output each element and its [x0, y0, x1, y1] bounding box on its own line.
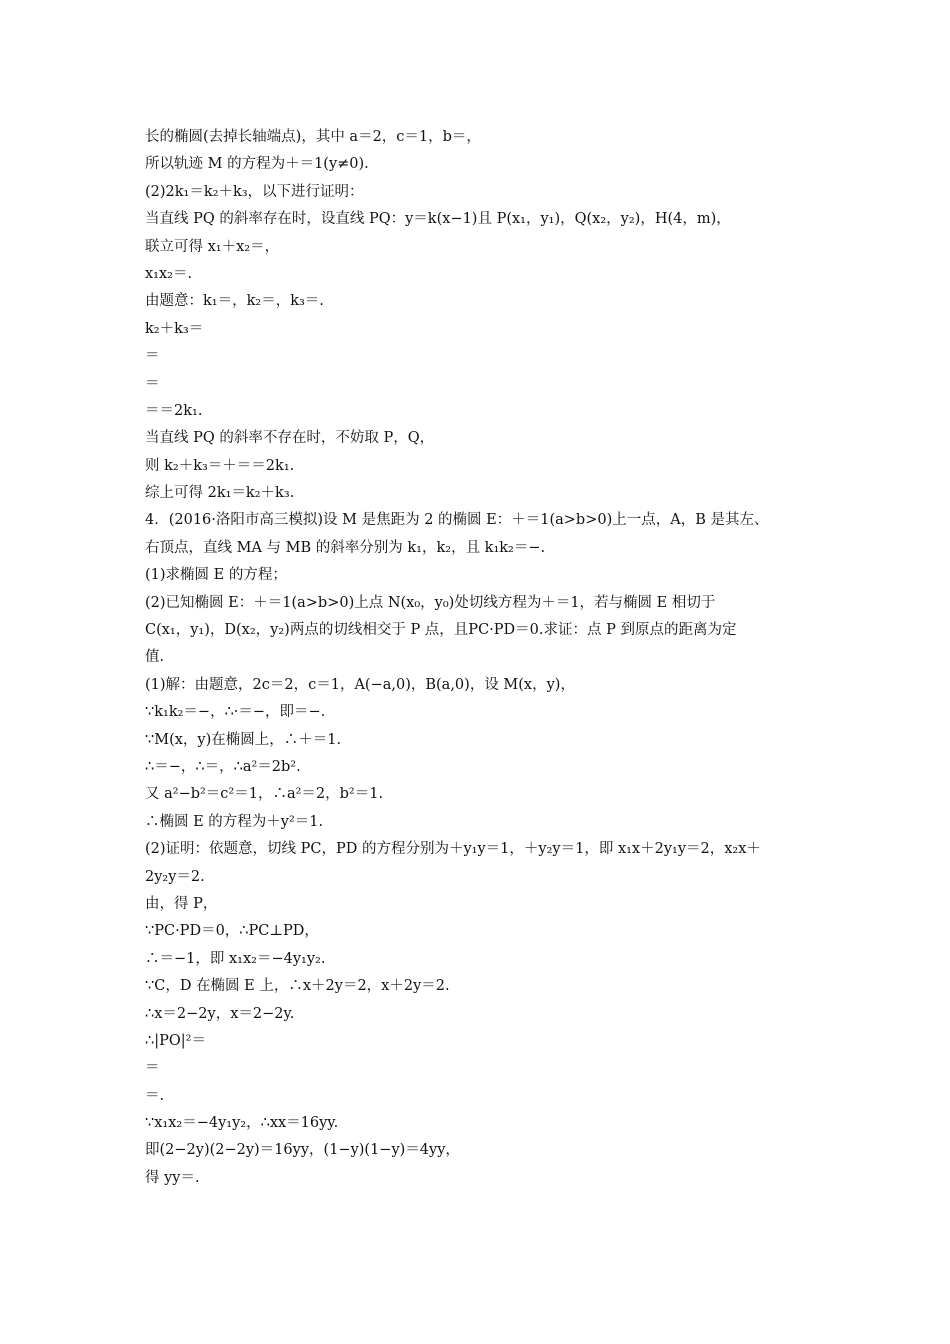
text-line: (2)2k₁＝k₂＋k₃，以下进行证明：	[145, 183, 364, 200]
text-line: 即(2−2y)(2−2y)＝16yy，(1−y)(1−y)＝4yy，	[145, 1142, 460, 1159]
text-line: ∴x＝2−2y，x＝2−2y.	[145, 1005, 295, 1022]
text-line: ＝	[145, 1060, 160, 1077]
text-line: (1)求椭圆 E 的方程；	[145, 567, 287, 584]
text-line: 又 a²−b²＝c²＝1，∴a²＝2，b²＝1.	[145, 786, 384, 803]
text-line: 长的椭圆(去掉长轴端点)，其中 a＝2，c＝1，b＝，	[145, 129, 481, 145]
proof-line: (2)证明：依题意，切线 PC，PD 的方程分别为＋y₁y＝1，＋y₂y＝1，即 x₁x＋2y₁y＝2，x₂x＋	[145, 841, 761, 858]
text-line: 值.	[145, 649, 165, 666]
text-line: ＝	[145, 375, 160, 392]
text-line: k₂＋k₃＝	[145, 320, 204, 337]
solution-line: (1)解：由题意，2c＝2，c＝1，A(−a,0)，B(a,0)，设 M(x，y)，	[145, 676, 575, 693]
text-line: x₁x₂＝.	[145, 265, 193, 282]
text-line: ∵M(x，y)在椭圆上，∴＋＝1.	[145, 731, 342, 748]
text-line: ＝	[145, 348, 160, 365]
text-line: ∴椭圆 E 的方程为＋y²＝1.	[145, 813, 324, 830]
document-body	[145, 124, 845, 1192]
text-line: 当直线 PQ 的斜率不存在时，不妨取 P，Q，	[145, 430, 435, 447]
text-line: ∵k₁k₂＝−，∴·＝−，即＝−.	[145, 704, 326, 721]
text-line: ∴＝−1，即 x₁x₂＝−4y₁y₂.	[145, 950, 326, 967]
text-line: 当直线 PQ 的斜率存在时，设直线 PQ：y＝k(x−1)且 P(x₁，y₁)，Q(x₂，y₂)，H(4，m)，	[145, 211, 731, 228]
text-line: ∵PC·PD＝0，∴PC⊥PD，	[145, 923, 319, 940]
text-line: 2y₂y＝2.	[145, 868, 205, 885]
text-line: 联立可得 x₁＋x₂＝，	[145, 238, 280, 255]
text-line: 右顶点，直线 MA 与 MB 的斜率分别为 k₁，k₂，且 k₁k₂＝−.	[145, 539, 546, 556]
text-line: ∵C，D 在椭圆 E 上，∴x＋2y＝2，x＋2y＝2.	[145, 978, 450, 995]
text-line: 由，得 P，	[145, 895, 218, 912]
text-line: ∵x₁x₂＝−4y₁y₂，∴xx＝16yy.	[145, 1115, 339, 1132]
text-line: C(x₁，y₁)，D(x₂，y₂)两点的切线相交于 P 点，且PC·PD＝0.求证：点 P 到原点的距离为定	[145, 622, 737, 639]
text-line: (2)已知椭圆 E：＋＝1(a>b>0)上点 N(x₀，y₀)处切线方程为＋＝1，若与椭圆 E 相切于	[145, 594, 716, 611]
text-line: ＝.	[145, 1087, 165, 1104]
text-line: ∴＝−，∴＝，∴a²＝2b².	[145, 758, 301, 775]
text-line: 得 yy＝.	[145, 1169, 200, 1186]
text-line: 由题意：k₁＝，k₂＝，k₃＝.	[145, 293, 324, 310]
text-line: 综上可得 2k₁＝k₂＋k₃.	[145, 485, 295, 502]
text-line: ∴|PO|²＝	[145, 1032, 206, 1049]
text-line: 则 k₂＋k₃＝＋＝＝2k₁.	[145, 457, 295, 474]
problem-4-line: 4．(2016·洛阳市高三模拟)设 M 是焦距为 2 的椭圆 E：＋＝1(a>b>0)上一点，A，B 是其左、	[145, 512, 769, 529]
text-line: 所以轨迹 M 的方程为＋＝1(y≠0).	[145, 156, 369, 173]
text-line: ＝＝2k₁.	[145, 402, 203, 419]
